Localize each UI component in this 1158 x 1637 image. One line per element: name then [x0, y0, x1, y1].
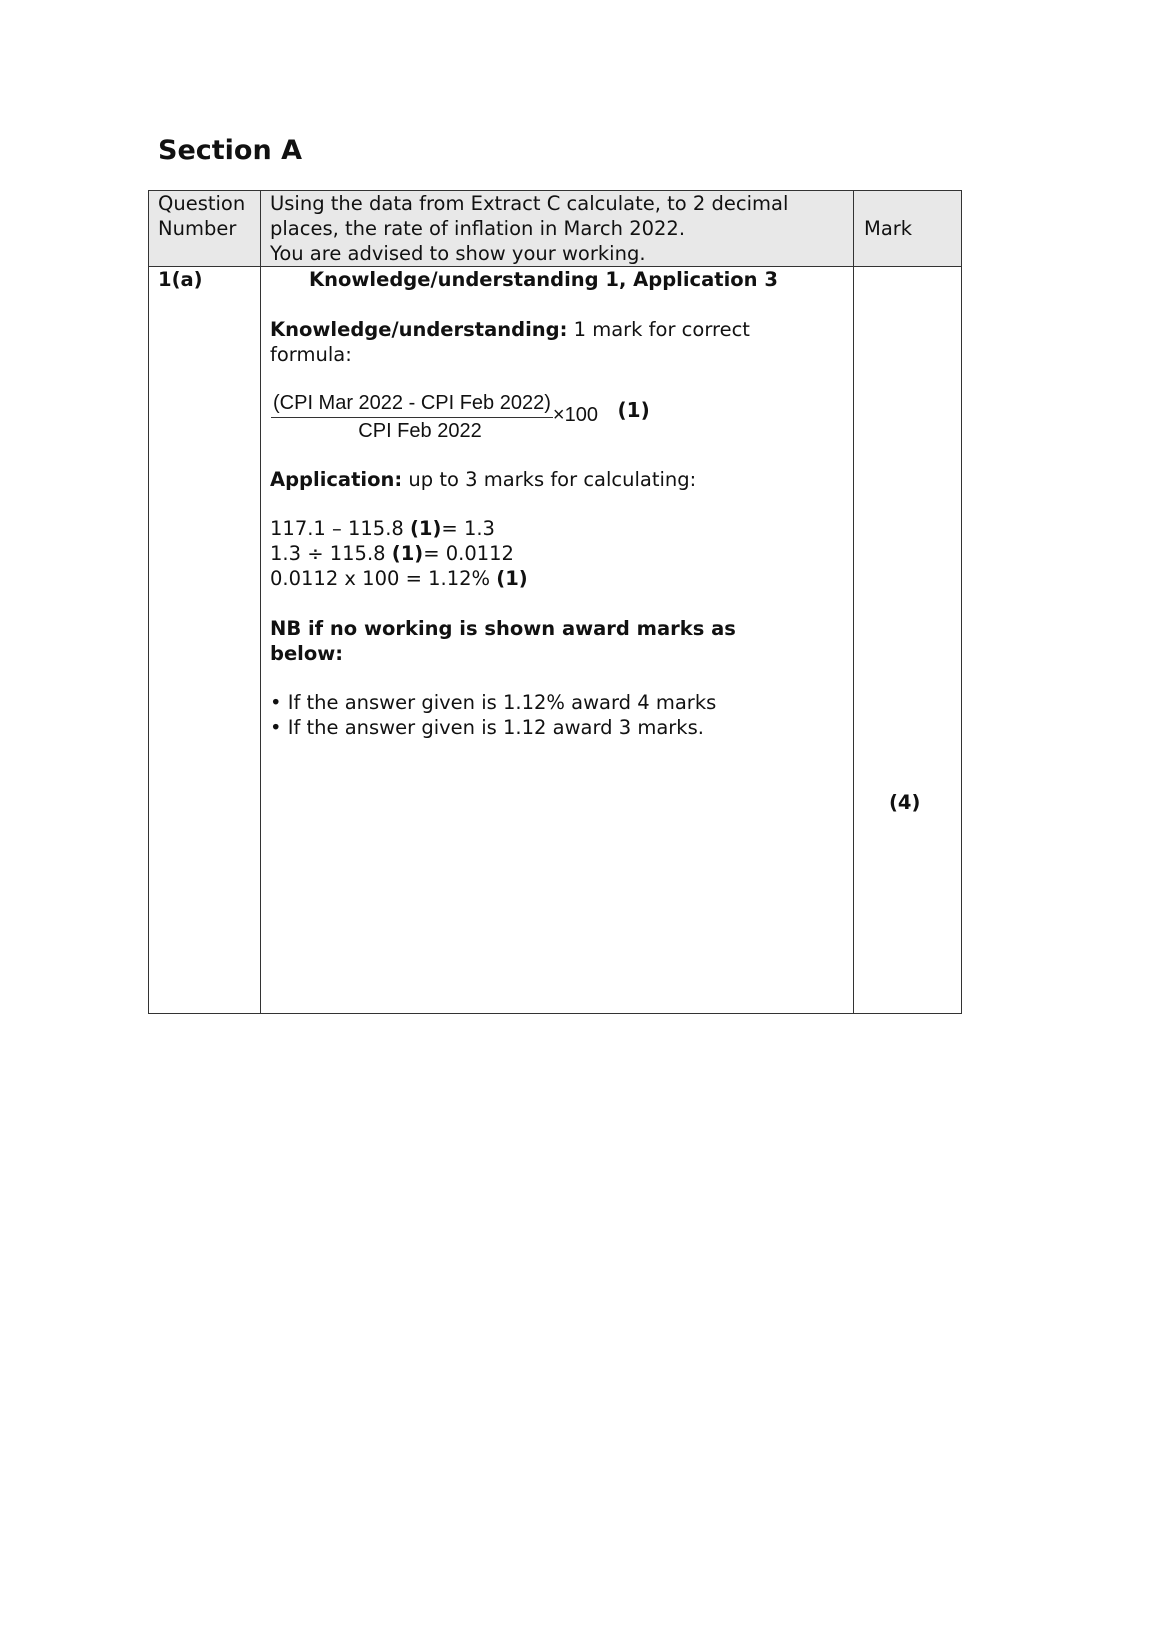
app-label: Application:: [270, 468, 403, 491]
section-title: Section A: [158, 135, 302, 166]
question-number: 1(a): [158, 268, 203, 291]
column-divider: [853, 191, 854, 1013]
calculation-steps: [270, 516, 528, 591]
application-paragraph: [270, 467, 696, 492]
header-line: Question: [158, 192, 246, 215]
ku-text: 1 mark for correct: [567, 318, 750, 341]
header-line: Using the data from Extract C calculate, to 2 decimal: [270, 192, 789, 215]
header-question-number: [158, 191, 245, 241]
calc-step: 1.3 ÷ 115.8 (1)= 0.0112: [270, 542, 514, 565]
nb-line: NB if no working is shown award marks as: [270, 617, 736, 640]
header-line: Number: [158, 217, 237, 240]
header-mark: Mark: [864, 217, 913, 240]
ku-text: formula:: [270, 343, 352, 366]
award-bullets: [270, 690, 716, 740]
column-divider: [260, 191, 261, 1013]
header-line: You are advised to show your working.: [270, 242, 646, 265]
mark-scheme-table: [148, 190, 962, 1014]
formula-mark: (1): [617, 398, 650, 422]
formula-multiplier: ×100: [552, 404, 598, 426]
nb-note: [270, 616, 736, 666]
bullet-item: • If the answer given is 1.12 award 3 marks.: [270, 716, 704, 739]
inflation-formula: [271, 390, 650, 444]
formula-denominator: CPI Feb 2022: [358, 420, 482, 442]
app-text: up to 3 marks for calculating:: [402, 468, 697, 491]
bullet-item: • If the answer given is 1.12% award 4 marks: [270, 691, 717, 714]
calc-step: 0.0112 x 100 = 1.12% (1): [270, 567, 528, 590]
header-question-text: [270, 191, 788, 266]
total-mark: (4): [889, 791, 921, 814]
calc-step: 117.1 – 115.8 (1)= 1.3: [270, 517, 495, 540]
ku-paragraph: [270, 317, 750, 367]
header-line: places, the rate of inflation in March 2022.: [270, 217, 686, 240]
assessment-objectives: Knowledge/understanding 1, Application 3: [309, 268, 778, 291]
ku-label: Knowledge/understanding:: [270, 318, 568, 341]
formula-numerator: (CPI Mar 2022 - CPI Feb 2022): [271, 391, 553, 418]
nb-line: below:: [270, 642, 344, 665]
